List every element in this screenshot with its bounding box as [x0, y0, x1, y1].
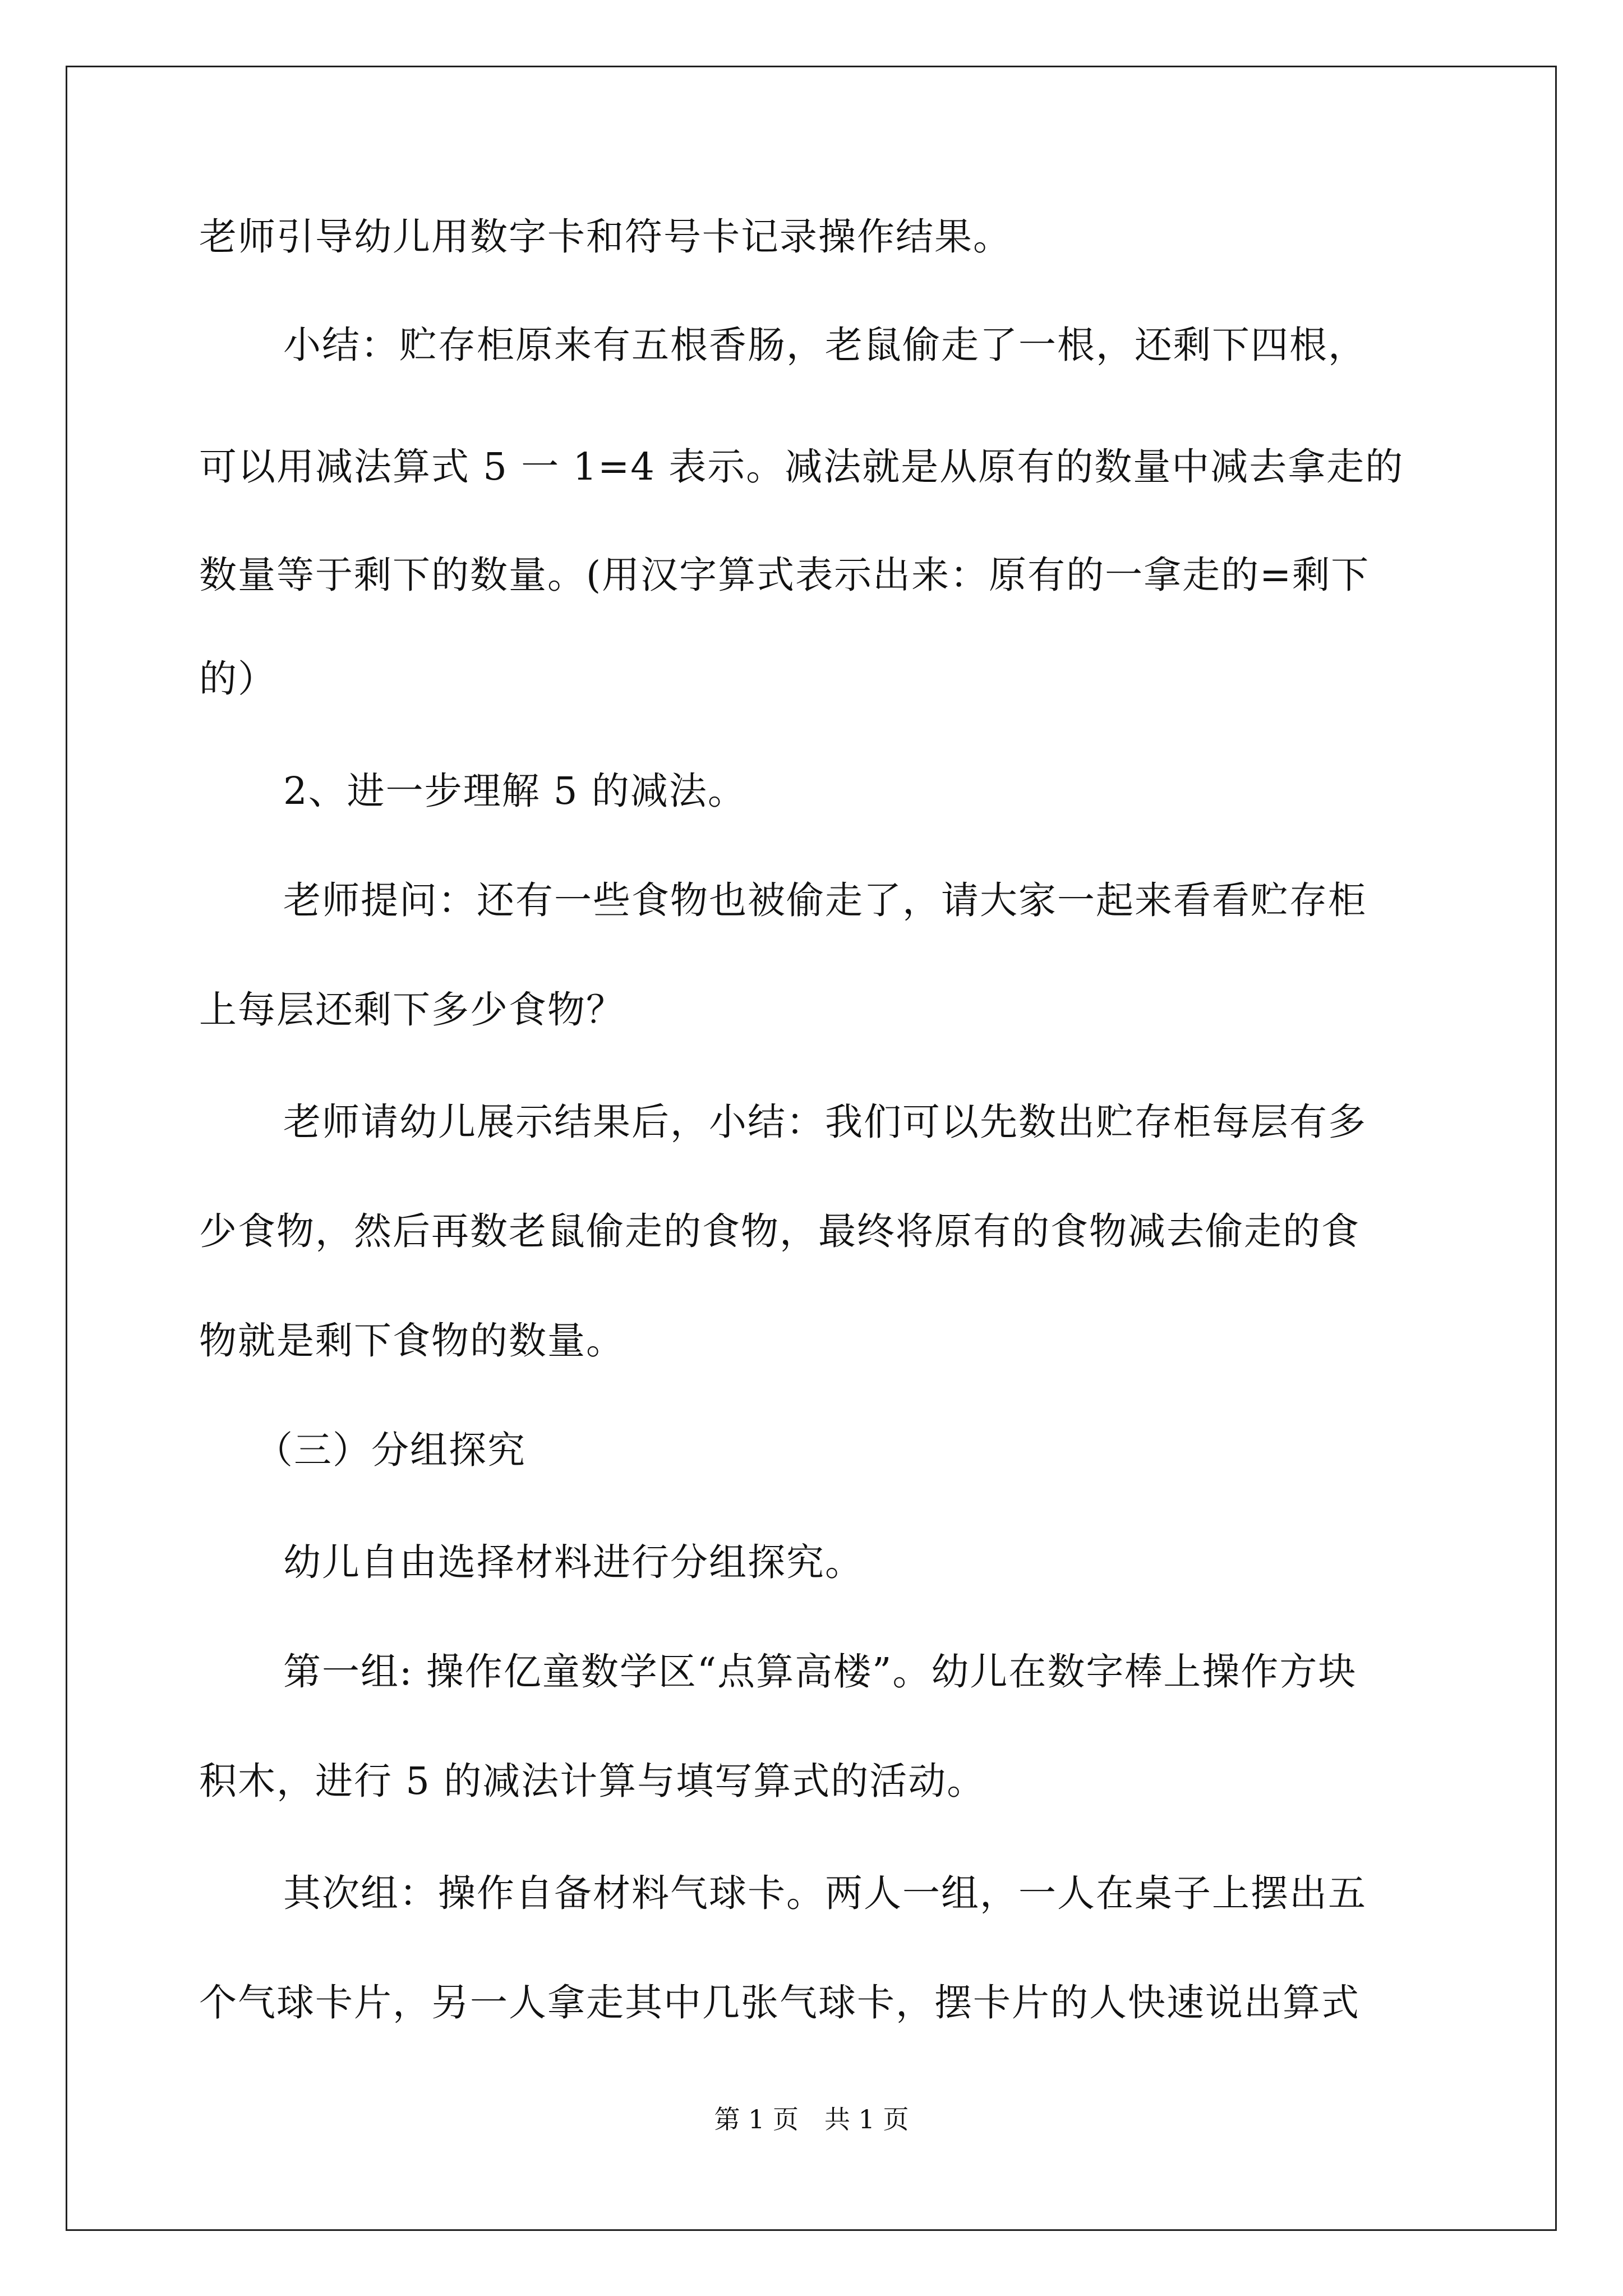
text-line: 幼儿自由选择材料进行分组探究。 — [283, 1540, 864, 1584]
text-line: 的） — [199, 657, 276, 701]
text-line: 第一组: 操作亿童数学区“点算高楼”。幼儿在数字棒上操作方块 — [283, 1650, 1357, 1694]
text-line: 其次组：操作自备材料气球卡。两人一组，一人在桌子上摆出五 — [283, 1871, 1367, 1915]
text-line: 可以用减法算式 5 一 1=4 表示。减法就是从原有的数量中减去拿走的 — [199, 445, 1404, 489]
text-line: 积木，进行 5 的减法计算与填写算式的活动。 — [199, 1759, 986, 1803]
text-line: 物就是剩下食物的数量。 — [199, 1319, 625, 1363]
text-line: 老师请幼儿展示结果后，小结：我们可以先数出贮存柜每层有多 — [283, 1100, 1367, 1144]
text-line: 个气球卡片，另一人拿走其中几张气球卡，摆卡片的人快速说出算式 — [199, 1981, 1360, 2024]
text-line: 老师提问：还有一些食物也被偷走了，请大家一起来看看贮存柜 — [283, 878, 1367, 922]
text-line: 2、进一步理解 5 的减法。 — [283, 769, 746, 813]
text-line: 小结：贮存柜原来有五根香肠，老鼠偷走了一根，还剩下四根， — [283, 323, 1367, 367]
section-heading: （三）分组探究 — [255, 1428, 526, 1472]
text-line: 少食物，然后再数老鼠偷走的食物，最终将原有的食物减去偷走的食 — [199, 1209, 1360, 1253]
text-line: 上每层还剩下多少食物？ — [199, 988, 625, 1032]
page-number-footer: 第 1 页 共 1 页 — [714, 2104, 909, 2134]
text-line: 老师引导幼儿用数字卡和符号卡记录操作结果。 — [199, 215, 1012, 259]
text-line: 数量等于剩下的数量。(用汉字算式表示出来：原有的一拿走的=剩下 — [199, 553, 1370, 597]
